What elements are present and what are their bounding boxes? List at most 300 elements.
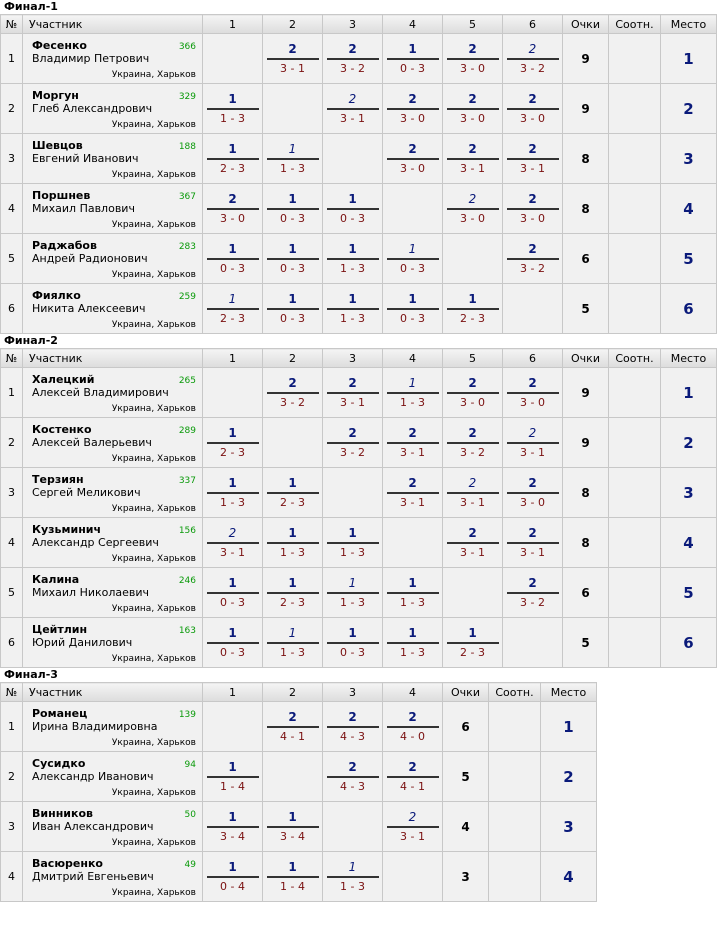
header-opponent-2: 2 bbox=[263, 15, 323, 34]
final-place: 1 bbox=[661, 34, 717, 84]
match-cell bbox=[443, 518, 503, 568]
header-place: Место bbox=[541, 683, 597, 702]
self-cell bbox=[383, 852, 443, 902]
match-cell bbox=[323, 284, 383, 334]
player-rating: 337 bbox=[178, 476, 196, 486]
match-points: 1 bbox=[228, 292, 237, 306]
match-cell bbox=[503, 134, 563, 184]
match-result bbox=[327, 241, 379, 276]
result-divider bbox=[387, 158, 439, 160]
match-points: 2 bbox=[408, 810, 417, 824]
result-divider bbox=[327, 592, 379, 594]
result-divider bbox=[327, 542, 379, 544]
match-cell bbox=[323, 34, 383, 84]
result-divider bbox=[327, 108, 379, 110]
match-score: 1 - 3 bbox=[280, 646, 305, 659]
match-score: 3 - 2 bbox=[340, 62, 365, 75]
result-divider bbox=[387, 826, 439, 828]
result-divider bbox=[207, 826, 259, 828]
match-result bbox=[207, 759, 259, 794]
result-divider bbox=[327, 642, 379, 644]
results-table bbox=[0, 682, 597, 902]
match-score: 3 - 1 bbox=[400, 446, 425, 459]
match-cell bbox=[203, 134, 263, 184]
player-first-name: Глеб Александрович bbox=[32, 102, 153, 115]
match-cell bbox=[323, 184, 383, 234]
section-title: Финал-3 bbox=[4, 668, 58, 681]
match-cell bbox=[383, 618, 443, 668]
match-score: 3 - 1 bbox=[520, 162, 545, 175]
match-points: 1 bbox=[468, 626, 477, 640]
match-cell bbox=[383, 418, 443, 468]
result-divider bbox=[267, 158, 319, 160]
player-rating: 139 bbox=[178, 710, 196, 720]
match-cell bbox=[263, 702, 323, 752]
total-points: 9 bbox=[563, 418, 609, 468]
player-first-name: Юрий Данилович bbox=[32, 636, 133, 649]
match-result bbox=[207, 625, 259, 660]
player-city: Украина, Харьков bbox=[111, 70, 196, 80]
match-score: 3 - 1 bbox=[460, 546, 485, 559]
result-divider bbox=[207, 776, 259, 778]
player-cell bbox=[23, 418, 203, 468]
total-points: 5 bbox=[443, 752, 489, 802]
table-row bbox=[1, 468, 717, 518]
match-points: 1 bbox=[228, 242, 237, 256]
header-opponent-3: 3 bbox=[323, 683, 383, 702]
total-points: 5 bbox=[563, 284, 609, 334]
row-number: 2 bbox=[1, 84, 23, 134]
result-divider bbox=[207, 258, 259, 260]
match-result bbox=[267, 291, 319, 326]
result-divider bbox=[387, 492, 439, 494]
total-points: 5 bbox=[563, 618, 609, 668]
player-cell bbox=[23, 234, 203, 284]
match-points: 2 bbox=[468, 376, 477, 390]
result-divider bbox=[447, 108, 499, 110]
match-points: 2 bbox=[468, 192, 477, 206]
player-last-name: Винников bbox=[32, 807, 93, 820]
match-cell bbox=[503, 468, 563, 518]
result-divider bbox=[447, 542, 499, 544]
header-opponent-2: 2 bbox=[263, 349, 323, 368]
player-last-name: Терзиян bbox=[32, 473, 84, 486]
match-points: 1 bbox=[288, 626, 297, 640]
match-points: 1 bbox=[348, 292, 357, 306]
match-points: 2 bbox=[528, 142, 537, 156]
player-city: Украина, Харьков bbox=[111, 888, 196, 898]
player-last-name: Васюренко bbox=[32, 857, 103, 870]
match-score: 0 - 3 bbox=[400, 312, 425, 325]
match-score: 1 - 3 bbox=[400, 646, 425, 659]
row-number: 4 bbox=[1, 518, 23, 568]
row-number: 3 bbox=[1, 134, 23, 184]
row-number: 1 bbox=[1, 368, 23, 418]
total-points: 9 bbox=[563, 84, 609, 134]
table-row bbox=[1, 618, 717, 668]
header-player: Участник bbox=[23, 15, 203, 34]
result-divider bbox=[387, 776, 439, 778]
result-divider bbox=[267, 642, 319, 644]
match-score: 0 - 3 bbox=[280, 262, 305, 275]
result-divider bbox=[207, 158, 259, 160]
match-points: 2 bbox=[348, 710, 357, 724]
section-title: Финал-1 bbox=[4, 0, 58, 13]
result-divider bbox=[267, 58, 319, 60]
self-cell bbox=[503, 284, 563, 334]
total-points: 6 bbox=[563, 234, 609, 284]
match-score: 3 - 1 bbox=[220, 546, 245, 559]
match-score: 1 - 3 bbox=[340, 596, 365, 609]
match-cell bbox=[203, 852, 263, 902]
match-cell bbox=[383, 234, 443, 284]
match-points: 1 bbox=[228, 760, 237, 774]
table-row bbox=[1, 702, 597, 752]
match-cell bbox=[383, 34, 443, 84]
match-points: 1 bbox=[288, 476, 297, 490]
match-points: 1 bbox=[228, 810, 237, 824]
header-opponent-6: 6 bbox=[503, 15, 563, 34]
match-result bbox=[267, 809, 319, 844]
match-cell bbox=[203, 518, 263, 568]
match-points: 1 bbox=[408, 42, 417, 56]
final-place: 1 bbox=[541, 702, 597, 752]
player-rating: 188 bbox=[178, 142, 196, 152]
match-result bbox=[507, 425, 559, 460]
match-cell bbox=[263, 468, 323, 518]
match-result bbox=[387, 809, 439, 844]
match-points: 2 bbox=[468, 42, 477, 56]
match-score: 3 - 4 bbox=[220, 830, 245, 843]
match-cell bbox=[443, 184, 503, 234]
player-rating: 289 bbox=[178, 426, 196, 436]
match-points: 1 bbox=[228, 426, 237, 440]
header-opponent-5: 5 bbox=[443, 349, 503, 368]
match-cell bbox=[323, 418, 383, 468]
header-row bbox=[1, 349, 717, 368]
match-result bbox=[327, 375, 379, 410]
result-divider bbox=[507, 442, 559, 444]
result-divider bbox=[207, 208, 259, 210]
result-divider bbox=[267, 876, 319, 878]
match-cell bbox=[263, 184, 323, 234]
match-score: 3 - 2 bbox=[280, 396, 305, 409]
match-cell bbox=[323, 518, 383, 568]
match-cell bbox=[323, 618, 383, 668]
match-cell bbox=[383, 284, 443, 334]
match-score: 3 - 4 bbox=[280, 830, 305, 843]
section-title: Финал-2 bbox=[4, 334, 58, 347]
result-divider bbox=[507, 208, 559, 210]
match-score: 2 - 3 bbox=[220, 312, 245, 325]
match-result bbox=[267, 525, 319, 560]
row-number: 3 bbox=[1, 468, 23, 518]
match-result bbox=[327, 525, 379, 560]
ratio-cell bbox=[609, 618, 661, 668]
match-score: 3 - 1 bbox=[280, 62, 305, 75]
player-first-name: Алексей Валерьевич bbox=[32, 436, 152, 449]
player-city: Украина, Харьков bbox=[111, 170, 196, 180]
match-score: 0 - 3 bbox=[340, 646, 365, 659]
match-score: 2 - 3 bbox=[280, 496, 305, 509]
header-opponent-5: 5 bbox=[443, 15, 503, 34]
header-row bbox=[1, 683, 597, 702]
match-cell bbox=[203, 418, 263, 468]
result-divider bbox=[387, 642, 439, 644]
header-opponent-6: 6 bbox=[503, 349, 563, 368]
match-score: 1 - 3 bbox=[340, 312, 365, 325]
player-first-name: Иван Александрович bbox=[32, 820, 154, 833]
match-result bbox=[507, 375, 559, 410]
match-result bbox=[447, 291, 499, 326]
result-divider bbox=[207, 642, 259, 644]
match-result bbox=[387, 41, 439, 76]
final-place: 2 bbox=[661, 418, 717, 468]
result-divider bbox=[507, 158, 559, 160]
match-cell bbox=[323, 852, 383, 902]
ratio-cell bbox=[609, 518, 661, 568]
match-score: 3 - 2 bbox=[520, 262, 545, 275]
header-opponent-1: 1 bbox=[203, 683, 263, 702]
match-points: 2 bbox=[408, 476, 417, 490]
match-points: 2 bbox=[528, 376, 537, 390]
header-score: Очки bbox=[443, 683, 489, 702]
match-points: 1 bbox=[468, 292, 477, 306]
header-place: Место bbox=[661, 349, 717, 368]
final-place: 4 bbox=[541, 852, 597, 902]
results-table bbox=[0, 348, 717, 668]
header-opponent-1: 1 bbox=[203, 15, 263, 34]
player-cell bbox=[23, 84, 203, 134]
header-opponent-3: 3 bbox=[323, 349, 383, 368]
player-last-name: Шевцов bbox=[32, 139, 83, 152]
player-first-name: Михаил Николаевич bbox=[32, 586, 150, 599]
match-points: 1 bbox=[288, 810, 297, 824]
match-result bbox=[267, 475, 319, 510]
result-divider bbox=[387, 308, 439, 310]
match-cell bbox=[263, 134, 323, 184]
player-rating: 259 bbox=[178, 292, 196, 302]
match-result bbox=[387, 709, 439, 744]
match-points: 1 bbox=[288, 192, 297, 206]
match-result bbox=[267, 859, 319, 894]
match-cell bbox=[503, 418, 563, 468]
final-place: 3 bbox=[541, 802, 597, 852]
header-opponent-2: 2 bbox=[263, 683, 323, 702]
header-player: Участник bbox=[23, 683, 203, 702]
match-cell bbox=[503, 34, 563, 84]
player-first-name: Владимир Петрович bbox=[32, 52, 150, 65]
player-cell bbox=[23, 468, 203, 518]
player-last-name: Романец bbox=[32, 707, 88, 720]
result-divider bbox=[507, 258, 559, 260]
match-score: 0 - 3 bbox=[280, 312, 305, 325]
player-city: Украина, Харьков bbox=[111, 654, 196, 664]
match-result bbox=[327, 709, 379, 744]
self-cell bbox=[203, 34, 263, 84]
ratio-cell bbox=[609, 184, 661, 234]
player-city: Украина, Харьков bbox=[111, 270, 196, 280]
match-result bbox=[447, 625, 499, 660]
player-cell bbox=[23, 284, 203, 334]
row-number: 1 bbox=[1, 702, 23, 752]
match-points: 1 bbox=[228, 576, 237, 590]
ratio-cell bbox=[609, 234, 661, 284]
match-result bbox=[207, 525, 259, 560]
header-row bbox=[1, 15, 717, 34]
match-score: 2 - 3 bbox=[220, 162, 245, 175]
match-cell bbox=[443, 418, 503, 468]
result-divider bbox=[507, 592, 559, 594]
match-points: 2 bbox=[408, 92, 417, 106]
match-cell bbox=[203, 468, 263, 518]
match-result bbox=[207, 291, 259, 326]
match-result bbox=[267, 41, 319, 76]
match-points: 2 bbox=[528, 42, 537, 56]
result-divider bbox=[387, 108, 439, 110]
match-result bbox=[507, 475, 559, 510]
total-points: 9 bbox=[563, 34, 609, 84]
match-cell bbox=[323, 702, 383, 752]
match-points: 2 bbox=[468, 476, 477, 490]
match-cell bbox=[383, 702, 443, 752]
result-divider bbox=[387, 392, 439, 394]
ratio-cell bbox=[609, 34, 661, 84]
match-result bbox=[387, 375, 439, 410]
match-cell bbox=[203, 568, 263, 618]
match-result bbox=[387, 475, 439, 510]
player-last-name: Раджабов bbox=[32, 239, 97, 252]
player-rating: 94 bbox=[184, 760, 196, 770]
ratio-cell bbox=[609, 84, 661, 134]
match-score: 3 - 0 bbox=[520, 496, 545, 509]
player-last-name: Кузьминич bbox=[32, 523, 102, 536]
match-score: 3 - 0 bbox=[220, 212, 245, 225]
match-points: 2 bbox=[408, 710, 417, 724]
match-result bbox=[207, 475, 259, 510]
header-opponent-4: 4 bbox=[383, 15, 443, 34]
match-score: 2 - 3 bbox=[280, 596, 305, 609]
result-divider bbox=[327, 776, 379, 778]
match-points: 2 bbox=[528, 426, 537, 440]
match-points: 2 bbox=[528, 242, 537, 256]
player-last-name: Костенко bbox=[32, 423, 92, 436]
match-result bbox=[387, 625, 439, 660]
match-points: 1 bbox=[228, 92, 237, 106]
match-score: 1 - 3 bbox=[220, 112, 245, 125]
match-points: 1 bbox=[348, 860, 357, 874]
result-divider bbox=[267, 492, 319, 494]
self-cell bbox=[443, 568, 503, 618]
match-cell bbox=[503, 568, 563, 618]
player-cell bbox=[23, 184, 203, 234]
match-points: 1 bbox=[348, 526, 357, 540]
self-cell bbox=[323, 802, 383, 852]
result-divider bbox=[207, 108, 259, 110]
match-score: 3 - 1 bbox=[400, 496, 425, 509]
match-result bbox=[447, 375, 499, 410]
result-divider bbox=[507, 492, 559, 494]
table-row bbox=[1, 418, 717, 468]
result-divider bbox=[327, 208, 379, 210]
match-score: 3 - 1 bbox=[400, 830, 425, 843]
match-points: 1 bbox=[348, 192, 357, 206]
final-section bbox=[0, 0, 719, 334]
self-cell bbox=[203, 702, 263, 752]
table-row bbox=[1, 568, 717, 618]
match-points: 2 bbox=[468, 426, 477, 440]
ratio-cell bbox=[489, 852, 541, 902]
match-points: 2 bbox=[528, 92, 537, 106]
total-points: 6 bbox=[443, 702, 489, 752]
match-score: 3 - 1 bbox=[520, 546, 545, 559]
match-cell bbox=[503, 184, 563, 234]
final-place: 2 bbox=[661, 84, 717, 134]
match-result bbox=[387, 91, 439, 126]
header-num: № bbox=[1, 683, 23, 702]
player-last-name: Фесенко bbox=[32, 39, 87, 52]
match-points: 2 bbox=[468, 526, 477, 540]
player-last-name: Халецкий bbox=[32, 373, 95, 386]
final-place: 5 bbox=[661, 234, 717, 284]
match-result bbox=[507, 241, 559, 276]
result-divider bbox=[207, 308, 259, 310]
match-result bbox=[267, 375, 319, 410]
match-cell bbox=[383, 84, 443, 134]
match-cell bbox=[503, 368, 563, 418]
ratio-cell bbox=[609, 284, 661, 334]
match-cell bbox=[443, 134, 503, 184]
match-result bbox=[507, 525, 559, 560]
player-cell bbox=[23, 134, 203, 184]
match-score: 0 - 3 bbox=[400, 62, 425, 75]
player-last-name: Сусидко bbox=[32, 757, 86, 770]
row-number: 5 bbox=[1, 568, 23, 618]
ratio-cell bbox=[609, 468, 661, 518]
match-result bbox=[447, 525, 499, 560]
match-points: 2 bbox=[528, 476, 537, 490]
match-result bbox=[327, 191, 379, 226]
match-points: 1 bbox=[348, 626, 357, 640]
match-points: 2 bbox=[288, 710, 297, 724]
final-place: 4 bbox=[661, 184, 717, 234]
match-points: 1 bbox=[288, 860, 297, 874]
player-rating: 156 bbox=[178, 526, 196, 536]
match-points: 1 bbox=[408, 242, 417, 256]
result-divider bbox=[267, 826, 319, 828]
match-score: 3 - 2 bbox=[460, 446, 485, 459]
match-score: 3 - 0 bbox=[520, 396, 545, 409]
match-points: 1 bbox=[288, 526, 297, 540]
match-cell bbox=[383, 134, 443, 184]
match-score: 1 - 4 bbox=[280, 880, 305, 893]
final-place: 4 bbox=[661, 518, 717, 568]
player-last-name: Цейтлин bbox=[32, 623, 88, 636]
match-cell bbox=[323, 84, 383, 134]
match-cell bbox=[503, 518, 563, 568]
match-score: 3 - 1 bbox=[460, 496, 485, 509]
match-points: 2 bbox=[408, 426, 417, 440]
self-cell bbox=[203, 368, 263, 418]
match-points: 1 bbox=[228, 626, 237, 640]
total-points: 8 bbox=[563, 184, 609, 234]
player-cell bbox=[23, 34, 203, 84]
match-result bbox=[207, 575, 259, 610]
match-result bbox=[387, 759, 439, 794]
player-rating: 329 bbox=[178, 92, 196, 102]
self-cell bbox=[383, 184, 443, 234]
result-divider bbox=[447, 392, 499, 394]
